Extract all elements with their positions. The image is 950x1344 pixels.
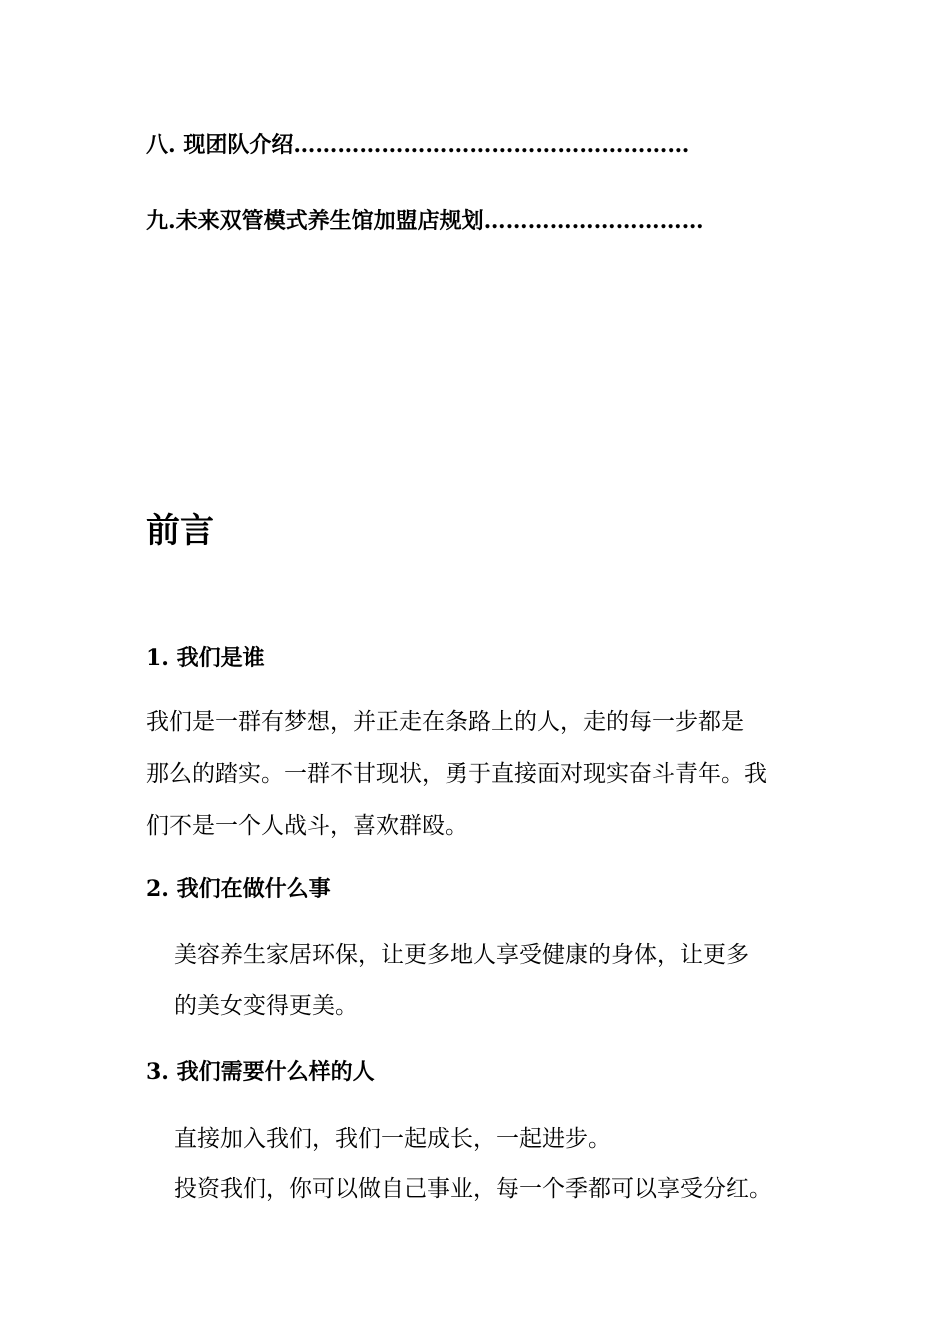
paragraph-line: 直接加入我们，我们一起成长，一起进步。 — [174, 1126, 611, 1152]
paragraph-line: 们不是一个人战斗，喜欢群殴。 — [146, 813, 468, 839]
paragraph-line: 投资我们，你可以做自己事业，每一个季都可以享受分红。 — [174, 1176, 772, 1202]
section-title: 前言 — [146, 511, 214, 551]
paragraph-line: 的美女变得更美。 — [174, 993, 358, 1019]
paragraph-line: 那么的踏实。一群不甘现状，勇于直接面对现实奋斗青年。我 — [146, 761, 767, 787]
toc-entry-9: 九.未来双管模式养生馆加盟店规划………………………… — [146, 208, 704, 234]
paragraph-line: 美容养生家居环保，让更多地人享受健康的身体，让更多 — [174, 942, 749, 968]
section-heading-3: 3. 我们需要什么样的人 — [146, 1059, 375, 1085]
section-heading-1: 1. 我们是谁 — [146, 645, 265, 671]
paragraph-line: 我们是一群有梦想，并正走在条路上的人，走的每一步都是 — [146, 709, 744, 735]
toc-entry-8: 八. 现团队介绍……………………………………………… — [146, 132, 690, 158]
section-heading-2: 2. 我们在做什么事 — [146, 876, 331, 902]
